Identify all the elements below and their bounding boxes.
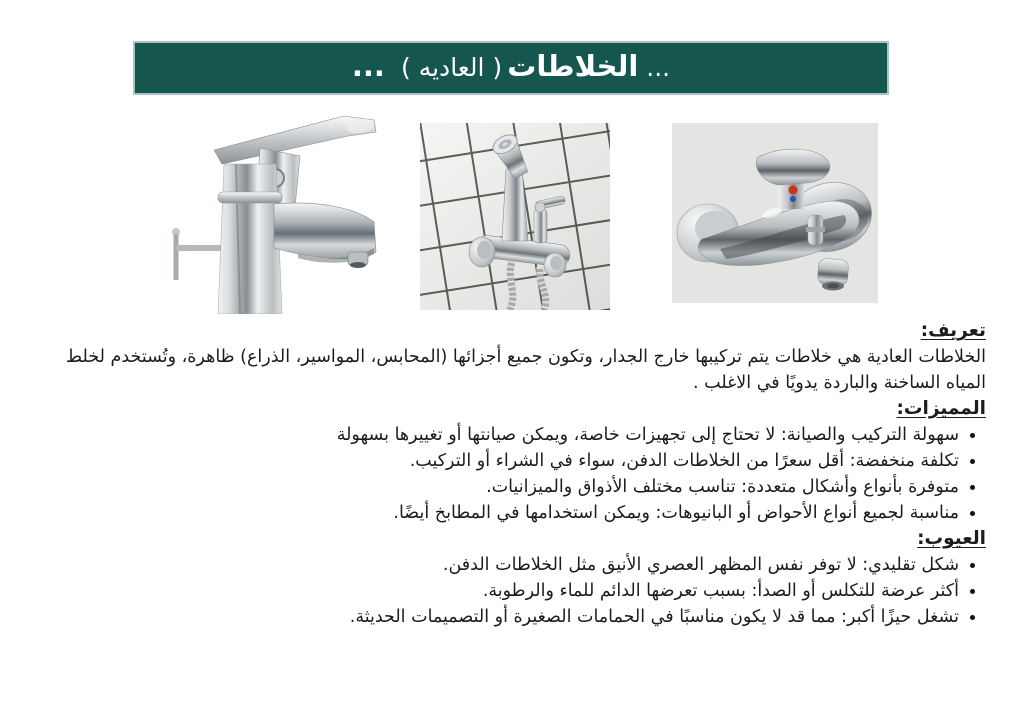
wall-bath-mixer-illustration bbox=[672, 123, 878, 303]
wall-bath-mixer-image bbox=[672, 123, 878, 303]
title-banner bbox=[133, 41, 889, 95]
list-item: • أكثر عرضة للتكلس أو الصدأ: بسبب تعرضها الدائم للماء والرطوبة. bbox=[40, 578, 959, 604]
definition-section bbox=[40, 318, 986, 396]
features-section bbox=[40, 396, 986, 526]
page-title bbox=[352, 41, 670, 96]
disadvantages-heading: العيوب: bbox=[917, 528, 986, 549]
bidet-sprayer-image bbox=[420, 123, 610, 310]
title-sub-text: ( العاديه ) ... bbox=[401, 52, 671, 82]
disadvantages-section bbox=[40, 526, 986, 630]
list-item: • سهولة التركيب والصيانة: لا تحتاج إلى تجهيزات خاصة، ويمكن صيانتها أو تغييرها بسهولة bbox=[40, 422, 959, 448]
list-item: • تكلفة منخفضة: أقل سعرًا من الخلاطات الدفن، سواء في الشراء أو التركيب. bbox=[40, 448, 959, 474]
list-item: • مناسبة لجميع أنواع الأحواض أو البانيوهات: ويمكن استخدامها في المطابخ أيضًا. bbox=[40, 500, 959, 526]
disadvantages-list bbox=[40, 552, 986, 630]
definition-paragraph: الخلاطات العادية هي خلاطات يتم تركيبها خارج الجدار، وتكون جميع أجزائها (المحابس، المواسير، الذراع) ظاهرة، وتُستخدم لخلط المياه الساخنة والباردة يدويًا في الاغلب . bbox=[65, 347, 986, 393]
features-heading: المميزات: bbox=[896, 398, 986, 419]
definition-heading: تعريف: bbox=[920, 320, 986, 341]
basin-mixer-image bbox=[148, 106, 403, 314]
list-item: • شكل تقليدي: لا توفر نفس المظهر العصري الأنيق مثل الخلاطات الدفن. bbox=[40, 552, 959, 578]
features-list bbox=[40, 422, 986, 526]
slide-body-text bbox=[40, 318, 986, 630]
bidet-sprayer-illustration bbox=[420, 123, 610, 310]
title-main-text: ... الخلاطات bbox=[351, 48, 639, 83]
list-item: • متوفرة بأنواع وأشكال متعددة: تناسب مختلف الأذواق والميزانيات. bbox=[40, 474, 959, 500]
basin-mixer-illustration bbox=[148, 106, 403, 314]
list-item: • تشغل حيزًا أكبر: مما قد لا يكون مناسبًا في الحمامات الصغيرة أو التصميمات الحديثة. bbox=[40, 604, 959, 630]
